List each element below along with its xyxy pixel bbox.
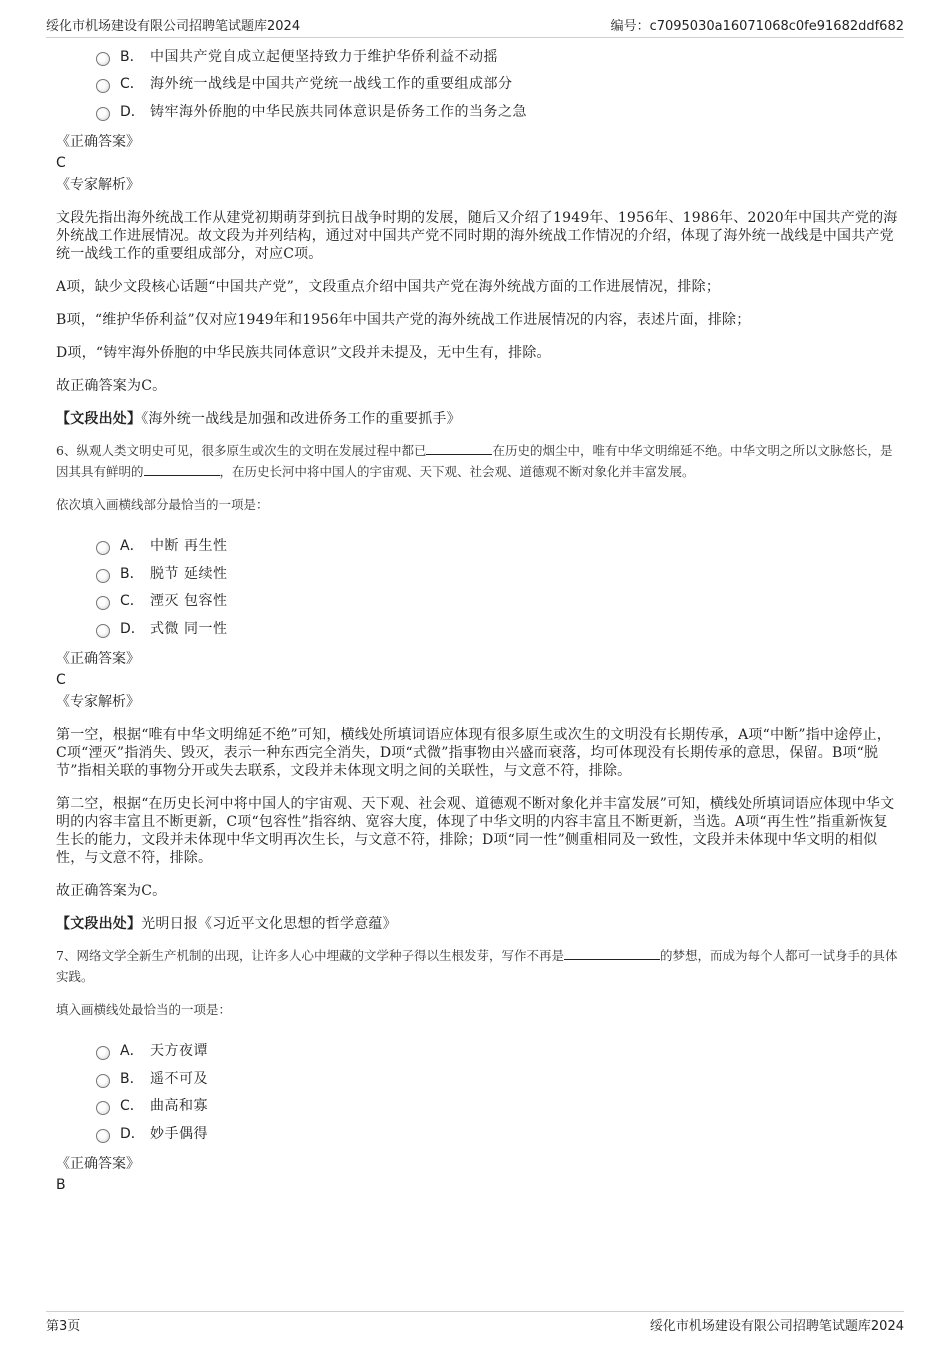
- source-mark: 【文段出处】: [56, 410, 142, 427]
- radio-icon[interactable]: [96, 1046, 110, 1060]
- page-footer: [46, 1311, 904, 1334]
- fill-blank: [144, 463, 220, 476]
- option-b[interactable]: B． 遥不可及: [96, 1064, 898, 1092]
- radio-icon[interactable]: [96, 1074, 110, 1088]
- analysis-label: 《专家解析》: [56, 693, 140, 710]
- option-a[interactable]: A． 天方夜谭: [96, 1037, 898, 1065]
- source-line: [56, 915, 898, 933]
- analysis-paragraph: D项，“铸牢海外侨胞的中华民族共同体意识”文段并未提及，无中生有，排除。: [56, 344, 551, 361]
- source-title: 光明日报《习近平文化思想的哲学意蕴》: [141, 915, 397, 932]
- answer-label: 《正确答案》: [56, 650, 140, 667]
- question-stem: 7、网络文学全新生产机制的出现，让许多人心中埋藏的文学种子得以生根发芽，写作不再是 的梦想，而成为每个人都可一试身手的具体实践。: [56, 947, 898, 984]
- page-content: [56, 40, 898, 1194]
- question-instruction: 依次填入画横线部分最恰当的一项是：: [56, 496, 269, 512]
- option-d[interactable]: D． 式微 同一性: [96, 614, 898, 642]
- q7-options: [56, 1037, 898, 1147]
- radio-icon[interactable]: [96, 569, 110, 583]
- analysis-paragraph: B项，“维护华侨利益”仅对应1949年和1956年中国共产党的海外统战工作进展情况的内容，表述片面，排除；: [56, 311, 751, 328]
- q6-options: [56, 532, 898, 642]
- option-c[interactable]: C． 湮灭 包容性: [96, 587, 898, 615]
- page-number: 第3页: [46, 1318, 81, 1334]
- option-c[interactable]: C． 海外统一战线是中国共产党统一战线工作的重要组成部分: [96, 70, 898, 98]
- radio-icon[interactable]: [96, 52, 110, 66]
- option-b[interactable]: B． 脱节 延续性: [96, 559, 898, 587]
- analysis-paragraph: 故正确答案为C。: [56, 882, 167, 899]
- option-b[interactable]: B． 中国共产党自成立起便坚持致力于维护华侨利益不动摇: [96, 42, 898, 70]
- footer-title: 绥化市机场建设有限公司招聘笔试题库2024: [649, 1318, 904, 1334]
- answer-value: C: [56, 671, 66, 688]
- radio-icon[interactable]: [96, 1101, 110, 1115]
- radio-icon[interactable]: [96, 1129, 110, 1143]
- option-a[interactable]: A． 中断 再生性: [96, 532, 898, 560]
- answer-value: B: [56, 1176, 66, 1193]
- analysis-paragraph: 文段先指出海外统战工作从建党初期萌芽到抗日战争时期的发展，随后又介绍了1949年、1956年、1986年、2020年中国共产党的海外统战工作进展情况。故文段为并列结构，通过对中国共产党不同时期的海外统战工作情况的介绍，体现了海外统一战线是中国共产党统一战线工作的重要组成部分，对应C项。: [56, 209, 898, 262]
- analysis-paragraph: 故正确答案为C。: [56, 377, 167, 394]
- option-c[interactable]: C． 曲高和寡: [96, 1092, 898, 1120]
- radio-icon[interactable]: [96, 624, 110, 638]
- radio-icon[interactable]: [96, 541, 110, 555]
- option-d[interactable]: D． 铸牢海外侨胞的中华民族共同体意识是侨务工作的当务之急: [96, 97, 898, 125]
- source-mark: 【文段出处】: [56, 915, 142, 932]
- q5-options: [56, 42, 898, 125]
- option-d[interactable]: D． 妙手偶得: [96, 1119, 898, 1147]
- analysis-paragraph: A项，缺少文段核心话题“中国共产党”，文段重点介绍中国共产党在海外统战方面的工作进展情况，排除；: [56, 278, 721, 295]
- page-header: [46, 14, 904, 38]
- analysis-label: 《专家解析》: [56, 176, 140, 193]
- answer-value: C: [56, 154, 66, 171]
- question-stem: 6、纵观人类文明史可见，很多原生或次生的文明在发展过程中都已 在历史的烟尘中，唯有中华文明绵延不绝。中华文明之所以文脉悠长，是因其具有鲜明的 ，在历史长河中将中国人的宇宙观、天下观、社会观、道德观不断对象化并丰富发展。: [56, 442, 893, 479]
- source-title: 《海外统一战线是加强和改进侨务工作的重要抓手》: [141, 410, 461, 427]
- analysis-paragraph: 第一空，根据“唯有中华文明绵延不绝”可知，横线处所填词语应体现有很多原生或次生的文明没有长期传承，A项“中断”指中途停止，C项“湮灭”指消失、毁灭，表示一种东西完全消失，D项“式微”指事物由兴盛而衰落，均可体现没有长期传承的意思，保留。B项“脱节”指相关联的事物分开或失去联系，文段并未体现文明之间的关联性，与文意不符，排除。: [56, 726, 891, 779]
- header-title: 绥化市机场建设有限公司招聘笔试题库2024: [46, 18, 301, 34]
- fill-blank: [564, 947, 660, 960]
- answer-label: 《正确答案》: [56, 133, 140, 150]
- header-doc-id: 编号：c7095030a16071068c0fe91682ddf682: [610, 18, 904, 34]
- radio-icon[interactable]: [96, 596, 110, 610]
- analysis-paragraph: 第二空，根据“在历史长河中将中国人的宇宙观、天下观、社会观、道德观不断对象化并丰富发展”可知，横线处所填词语应体现中华文明的内容丰富且不断更新，C项“包容性”指容纳、宽容大度，体现了中华文明的内容丰富且不断更新，当选。A项“再生性”指重新恢复生长的能力，文段并未体现中华文明再次生长，与文意不符，排除；D项“同一性”侧重相同及一致性，文段并未体现中华文明的相似性，与文意不符，排除。: [56, 795, 895, 866]
- source-line: [56, 410, 898, 428]
- radio-icon[interactable]: [96, 107, 110, 121]
- question-instruction: 填入画横线处最恰当的一项是：: [56, 1001, 232, 1017]
- answer-label: 《正确答案》: [56, 1155, 140, 1172]
- radio-icon[interactable]: [96, 79, 110, 93]
- fill-blank: [426, 442, 492, 455]
